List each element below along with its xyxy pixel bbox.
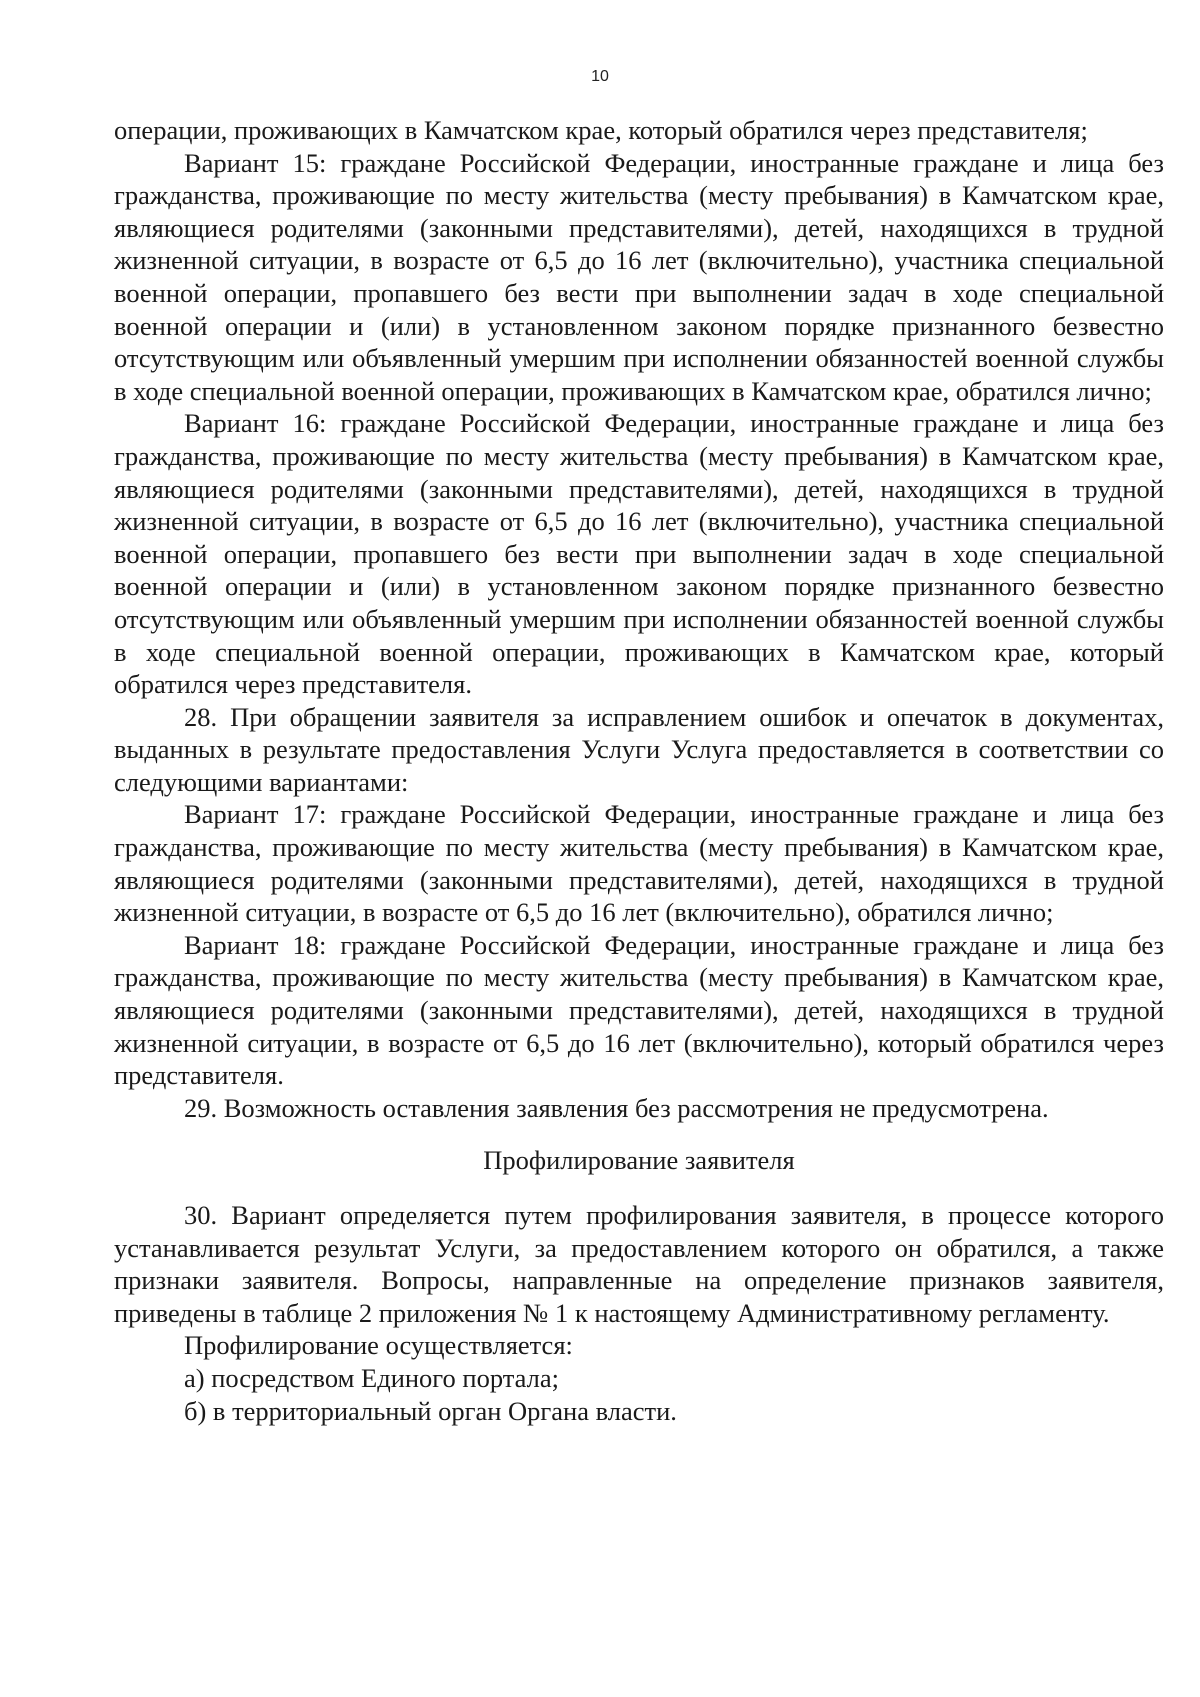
page-number: 10 bbox=[591, 68, 609, 85]
paragraph-continuation: операции, проживающих в Камчатском крае, который обратился через представителя; bbox=[114, 115, 1088, 145]
paragraph-variant-15: Вариант 15: граждане Российской Федерации, иностранные граждане и лица без гражданства, проживающие по месту жительства (месту пребывания) в Камчатском крае, являющиеся родителями (законными представителями), детей, находящихся в трудной жизненной ситуации, в возрасте от 6,5 до 16 лет (включительно), участника специальной военной операции, пропавшего без вести при выполнении задач в ходе специальной военной операции и (или) в установленном законом порядке признанного безвестно отсутствующим или объявленный умершим при исполнении обязанностей военной службы в ходе специальной военной операции, проживающих в Камчатском крае, обратился лично; bbox=[114, 147, 1164, 406]
paragraph-variant-18: Вариант 18: граждане Российской Федерации, иностранные граждане и лица без гражданства, проживающие по месту жительства (месту пребывания) в Камчатском крае, являющиеся родителями (законными представителями), детей, находящихся в трудной жизненной ситуации, в возрасте от 6,5 до 16 лет (включительно), который обратился через представителя. bbox=[114, 929, 1164, 1091]
paragraph-profiling-a: а) посредством Единого портала; bbox=[184, 1362, 559, 1393]
paragraph-item-28: 28. При обращении заявителя за исправлением ошибок и опечаток в документах, выданных в результате предоставления Услуги Услуга предоставляется в соответствии со следующими вариантами: bbox=[114, 701, 1164, 797]
section-heading: Профилирование заявителя bbox=[483, 1145, 795, 1176]
paragraph-variant-16: Вариант 16: граждане Российской Федерации, иностранные граждане и лица без гражданства, проживающие по месту жительства (месту пребывания) в Камчатском крае, являющиеся родителями (законными представителями), детей, находящихся в трудной жизненной ситуации, в возрасте от 6,5 до 16 лет (включительно), участника специальной военной операции, пропавшего без вести при выполнении задач в ходе специальной военной операции и (или) в установленном законом порядке признанного безвестно отсутствующим или объявленный умершим при исполнении обязанностей военной службы в ходе специальной военной операции, проживающих в Камчатском крае, который обратился через представителя. bbox=[114, 408, 1164, 700]
paragraph-profiling-b: б) в территориальный орган Органа власти. bbox=[184, 1395, 677, 1426]
paragraph-profiling-intro: Профилирование осуществляется: bbox=[184, 1330, 573, 1361]
paragraph-item-29: 29. Возможность оставления заявления без рассмотрения не предусмотрена. bbox=[184, 1092, 1049, 1123]
document-body bbox=[114, 114, 1164, 1427]
paragraph-variant-17: Вариант 17: граждане Российской Федерации, иностранные граждане и лица без гражданства, проживающие по месту жительства (месту пребывания) в Камчатском крае, являющиеся родителями (законными представителями), детей, находящихся в трудной жизненной ситуации, в возрасте от 6,5 до 16 лет (включительно), обратился лично; bbox=[114, 799, 1164, 928]
paragraph-item-30: 30. Вариант определяется путем профилирования заявителя, в процессе которого устанавливается результат Услуги, за предоставлением которого он обратился, а также признаки заявителя. Вопросы, направленные на определение признаков заявителя, приведены в таблице 2 приложения № 1 к настоящему Административному регламенту. bbox=[114, 1200, 1164, 1328]
